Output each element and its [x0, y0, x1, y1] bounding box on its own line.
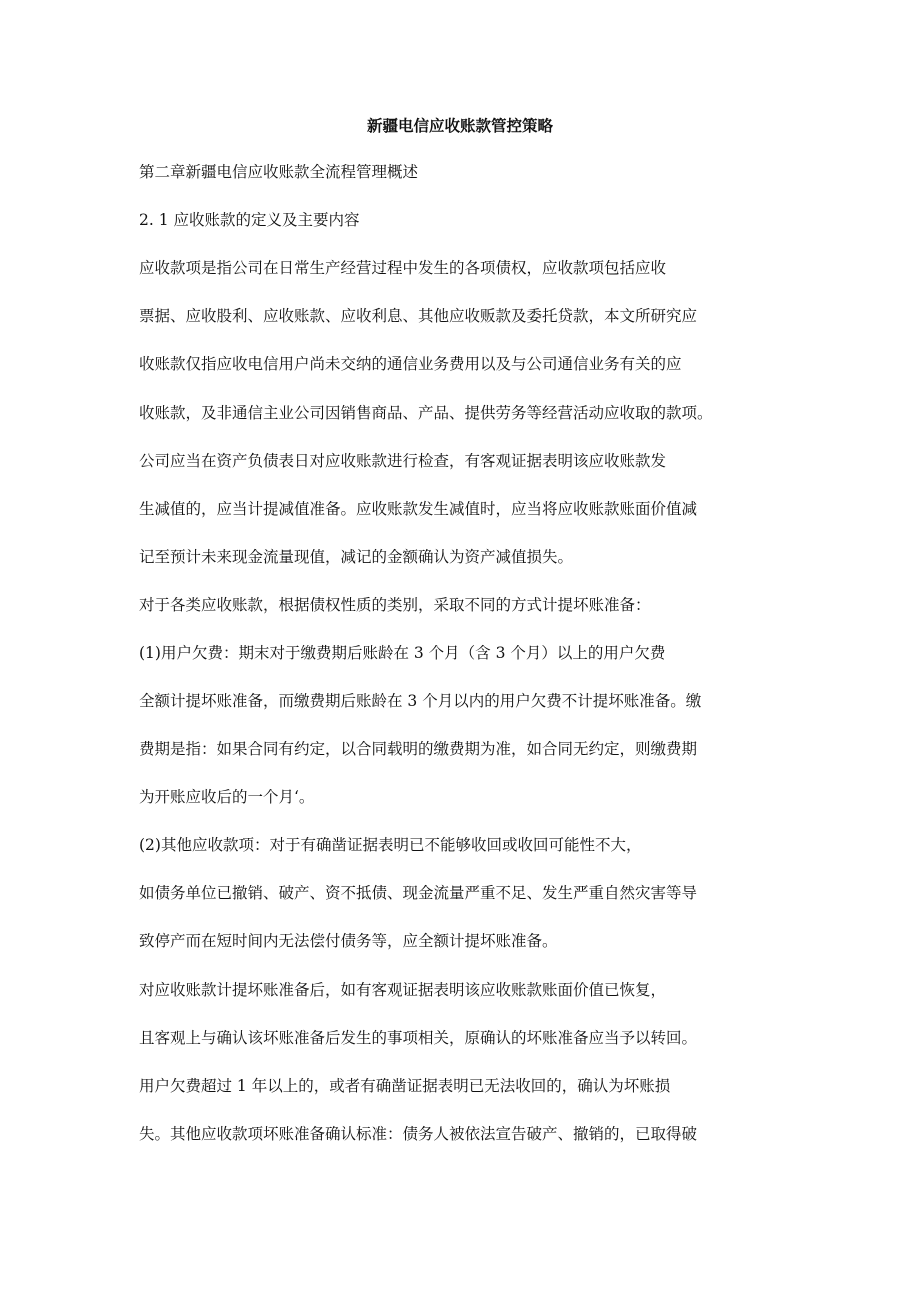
paragraph-line: 对于各类应收账款，根据债权性质的类别，采取不同的方式计提坏账准备： — [139, 596, 651, 614]
paragraph-line: 失。其他应收款项坏账准备确认标准：债务人被依法宣告破产、撤销的，已取得破 — [139, 1125, 698, 1143]
paragraph-line: 应收款项是指公司在日常生产经营过程中发生的各项债权，应收款项包括应收 — [139, 259, 667, 277]
paragraph-line: (1)用户欠费：期末对于缴费期后账龄在 3 个月（含 3 个月）以上的用户欠费 — [139, 644, 666, 662]
paragraph-line: 收账款仅指应收电信用户尚未交纳的通信业务费用以及与公司通信业务有关的应 — [139, 355, 682, 373]
paragraph-line: 如债务单位已撤销、破产、资不抵债、现金流量严重不足、发生严重自然灾害等导 — [139, 884, 698, 902]
paragraph-line: 收账款，及非通信主业公司因销售商品、产品、提供劳务等经营活动应收取的款项。 — [139, 404, 713, 422]
paragraph-line: 致停产而在短时间内无法偿付债务等，应全额计提坏账准备。 — [139, 932, 558, 950]
paragraph-line: 记至预计未来现金流量现值，减记的金额确认为资产减值损失。 — [139, 548, 574, 566]
paragraph-line: 费期是指：如果合同有约定，以合同载明的缴费期为准，如合同无约定，则缴费期 — [139, 740, 698, 758]
paragraph-line: 用户欠费超过 1 年以上的，或者有确凿证据表明已无法收回的，确认为坏账损 — [139, 1077, 671, 1095]
paragraph-line: 为开账应收后的一个月‘。 — [139, 788, 315, 806]
paragraph-line: 生减值的，应当计提减值准备。应收账款发生减值时，应当将应收账款账面价值减 — [139, 500, 698, 518]
paragraph-line: 票据、应收股利、应收账款、应收利息、其他应收贩款及委托贷款，本文所研究应 — [139, 307, 698, 325]
paragraph-line: 对应收账款计提坏账准备后，如有客观证据表明该应收账款账面价值已恢复， — [139, 981, 667, 999]
paragraph-line: 且客观上与确认该坏账准备后发生的事项相关，原确认的坏账准备应当予以转回。 — [139, 1029, 698, 1047]
section-heading: 2. 1 应收账款的定义及主要内容 — [139, 211, 360, 229]
chapter-heading: 第二章新疆电信应收账款全流程管理概述 — [139, 163, 419, 181]
document-title: 新疆电信应收账款管控策略 — [366, 116, 553, 135]
paragraph-line: (2)其他应收款项：对于有确凿证据表明已不能够收回或收回可能性不大， — [139, 836, 642, 854]
paragraph-line: 全额计提坏账准备，而缴费期后账龄在 3 个月以内的用户欠费不计提坏账准备。缴 — [139, 692, 702, 710]
paragraph-line: 公司应当在资产负债表日对应收账款进行检查，有客观证据表明该应收账款发 — [139, 452, 667, 470]
